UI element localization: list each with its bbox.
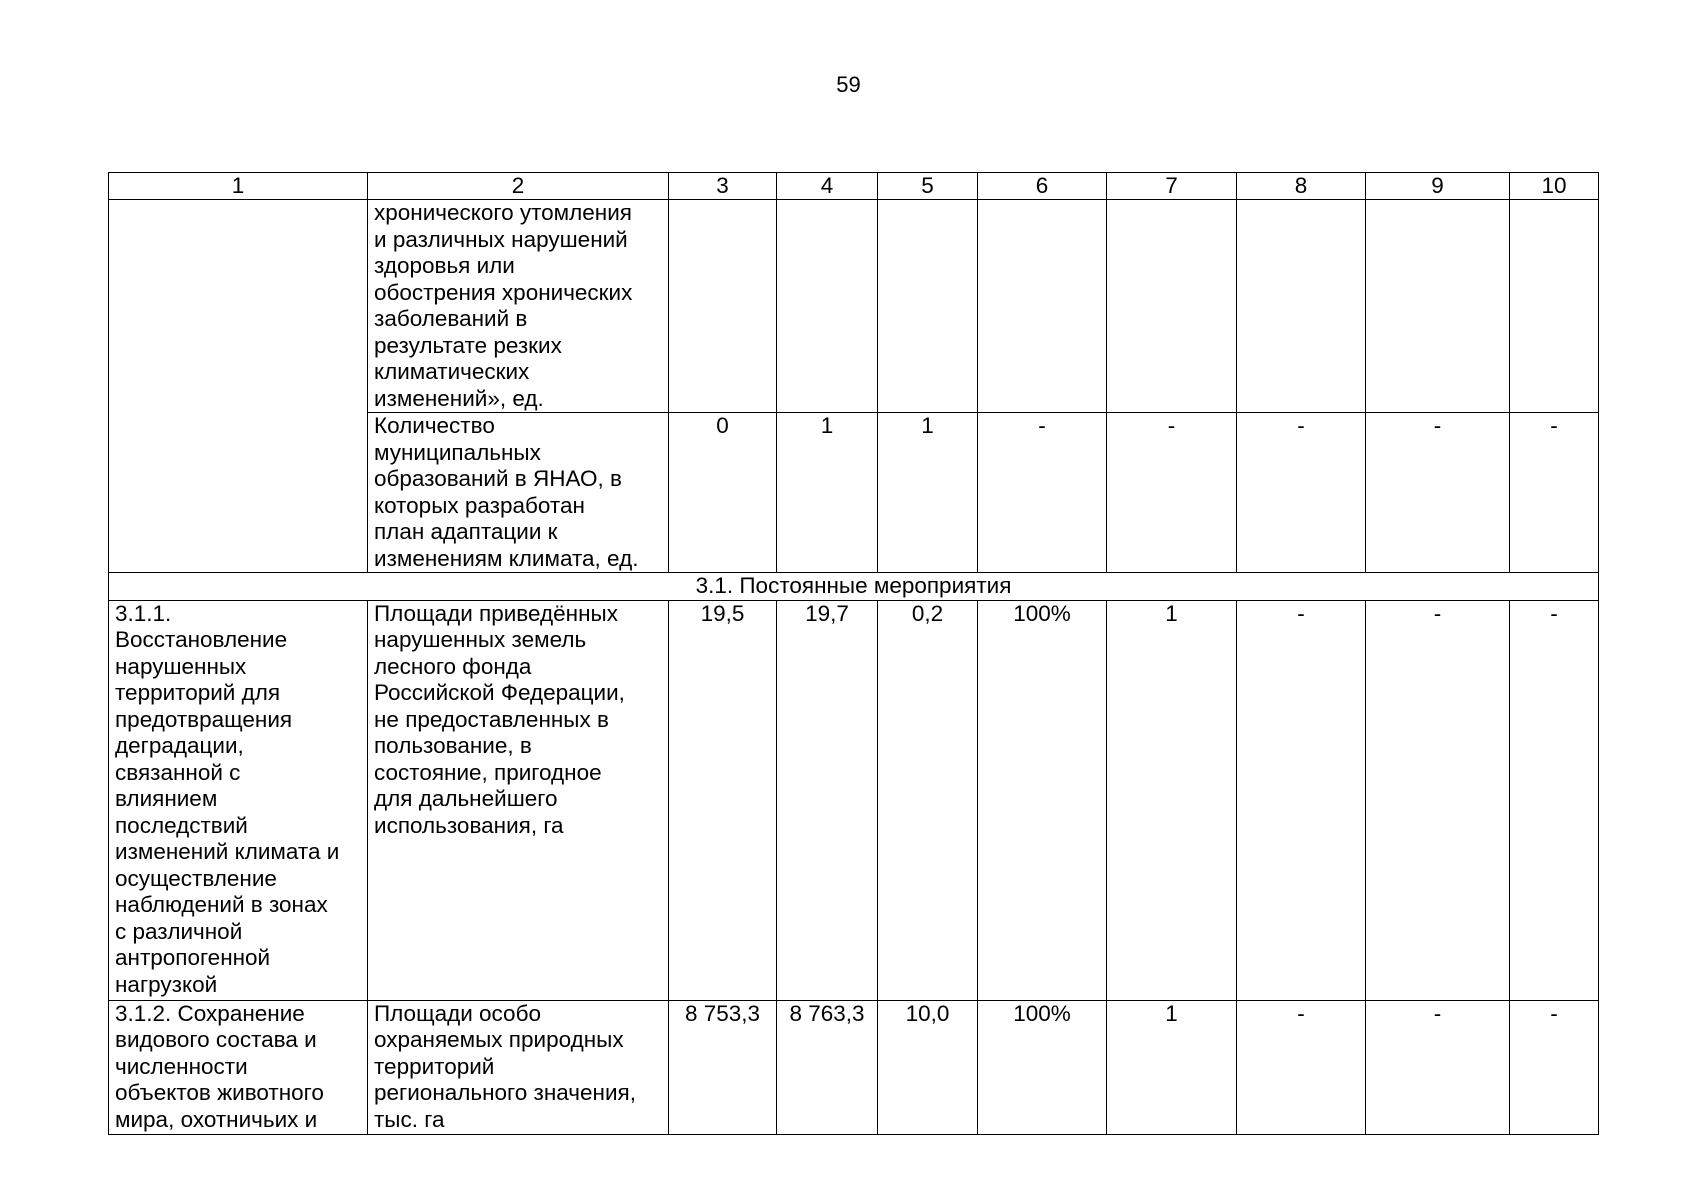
table-cell-value: - — [978, 413, 1107, 573]
table-cell-value: 1 — [878, 413, 978, 573]
table-cell-value: 100% — [978, 1000, 1107, 1134]
table-cell — [669, 200, 777, 413]
header-cell-2: 2 — [368, 173, 669, 200]
table-cell — [1107, 200, 1237, 413]
table-cell — [1237, 200, 1366, 413]
table-header-row — [109, 173, 1599, 200]
header-cell-8: 8 — [1237, 173, 1366, 200]
header-cell-10: 10 — [1510, 173, 1599, 200]
header-cell-1: 1 — [109, 173, 368, 200]
table-cell-value: 100% — [978, 600, 1107, 1000]
table-cell-value: 8 753,3 — [669, 1000, 777, 1134]
table-cell-value: - — [1237, 600, 1366, 1000]
header-cell-5: 5 — [878, 173, 978, 200]
header-cell-3: 3 — [669, 173, 777, 200]
table-cell-indicator: Площади особо охраняемых природных территорий регионального значения, тыс. га — [368, 1000, 669, 1134]
table-cell-value: 19,7 — [777, 600, 878, 1000]
table-row — [109, 1000, 1599, 1134]
table-cell-value: - — [1510, 600, 1599, 1000]
table-cell-activity: 3.1.1. Восстановление нарушенных территорий для предотвращения деградации, связанной с влиянием последствий изменений климата и осуществление наблюдений в зонах с различной антропогенной нагрузкой — [109, 600, 368, 1000]
table-row — [109, 600, 1599, 1000]
table-cell-indicator: Количество муниципальных образований в ЯНАО, в которых разработан план адаптации к изменениям климата, ед. — [368, 413, 669, 573]
table-cell-indicator: Площади приведённых нарушенных земель лесного фонда Российской Федерации, не предоставленных в пользование, в состояние, пригодное для дальнейшего использования, га — [368, 600, 669, 1000]
table-cell — [878, 200, 978, 413]
table-cell-value: 0,2 — [878, 600, 978, 1000]
table-cell-value: 1 — [777, 413, 878, 573]
table-cell-activity-empty — [109, 200, 368, 573]
table-cell-value: 10,0 — [878, 1000, 978, 1134]
table-cell-value: - — [1237, 1000, 1366, 1134]
header-cell-9: 9 — [1366, 173, 1510, 200]
table-cell-value: - — [1366, 413, 1510, 573]
indicators-table — [108, 172, 1599, 1135]
page-number: 59 — [836, 72, 861, 97]
table-cell-value: 1 — [1107, 600, 1237, 1000]
table-cell-value: - — [1107, 413, 1237, 573]
table-cell-value: - — [1237, 413, 1366, 573]
table-cell-indicator: хронического утомления и различных нарушений здоровья или обострения хронических заболеваний в результате резких климатических изменений», ед. — [368, 200, 669, 413]
table-cell-value: - — [1510, 1000, 1599, 1134]
table-cell-value: - — [1366, 600, 1510, 1000]
header-cell-7: 7 — [1107, 173, 1237, 200]
section-row — [109, 573, 1599, 601]
table-cell-value: 0 — [669, 413, 777, 573]
table-cell — [777, 200, 878, 413]
table-cell — [1510, 200, 1599, 413]
table-cell — [1366, 200, 1510, 413]
table-cell-value: 1 — [1107, 1000, 1237, 1134]
table-cell — [978, 200, 1107, 413]
table-cell-value: - — [1510, 413, 1599, 573]
table-cell-activity: 3.1.2. Сохранение видового состава и численности объектов животного мира, охотничьих и — [109, 1000, 368, 1134]
table-row — [109, 200, 1599, 413]
table-cell-value: - — [1366, 1000, 1510, 1134]
header-cell-4: 4 — [777, 173, 878, 200]
section-title: 3.1. Постоянные мероприятия — [109, 573, 1599, 601]
table-cell-value: 19,5 — [669, 600, 777, 1000]
header-cell-6: 6 — [978, 173, 1107, 200]
table-cell-value: 8 763,3 — [777, 1000, 878, 1134]
